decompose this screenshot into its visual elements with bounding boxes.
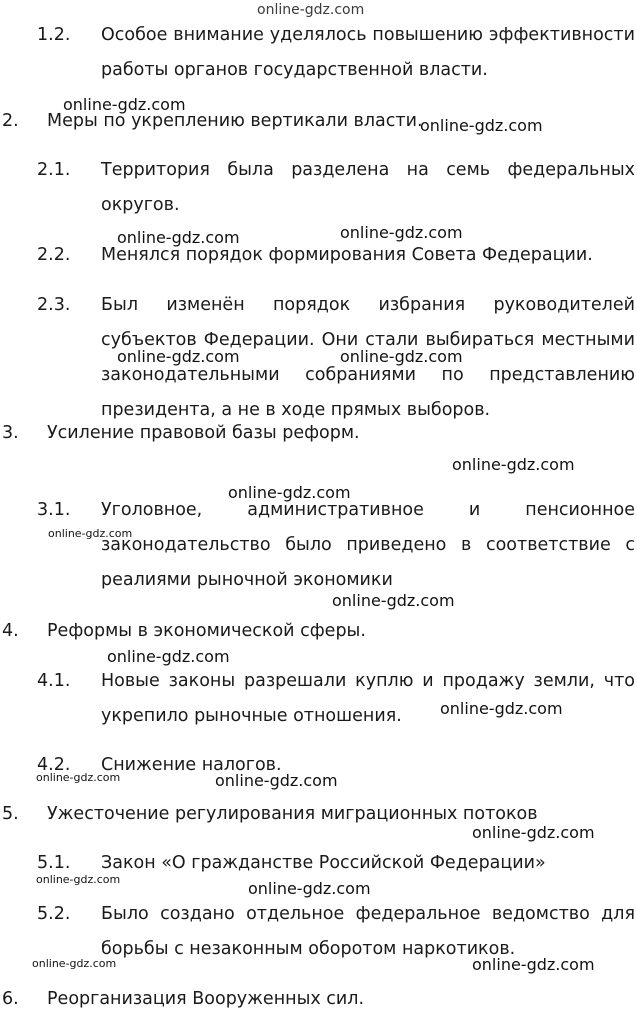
- watermark: online-gdz.com: [472, 955, 595, 974]
- item-text: Особое внимание уделялось повышению эффективности работы органов государственной власти.: [101, 25, 635, 80]
- watermark: online-gdz.com: [32, 957, 117, 970]
- watermark: online-gdz.com: [63, 95, 186, 114]
- item-text: Ужесточение регулирования миграционных потоков: [47, 804, 538, 824]
- item-text: Было создано отдельное федеральное ведомство для борьбы с незаконным оборотом наркотиков.: [101, 904, 635, 959]
- watermark: online-gdz.com: [440, 699, 563, 718]
- item-number: 2.: [2, 111, 19, 131]
- item-number: 2.3.: [37, 295, 71, 315]
- item-text: Меры по укреплению вертикали власти.: [47, 111, 423, 131]
- watermark: online-gdz.com: [48, 527, 133, 540]
- item-number: 2.2.: [37, 245, 71, 265]
- item-number: 3.: [2, 423, 19, 443]
- watermark: online-gdz.com: [107, 647, 230, 666]
- watermark: online-gdz.com: [228, 483, 351, 502]
- item-number: 5.2.: [37, 904, 71, 924]
- item-number: 1.2.: [37, 25, 71, 45]
- watermark: online-gdz.com: [420, 116, 543, 135]
- watermark: online-gdz.com: [332, 591, 455, 610]
- watermark: online-gdz.com: [452, 455, 575, 474]
- watermark: online-gdz.com: [117, 228, 240, 247]
- watermark: online-gdz.com: [215, 771, 338, 790]
- item-text: Уголовное, административное и пенсионное законодательство было приведено в соответствие с реалиями рыночной экономики: [101, 500, 635, 590]
- watermark: online-gdz.com: [340, 223, 463, 242]
- item-number: 2.1.: [37, 160, 71, 180]
- item-text: Реорганизация Вооруженных сил.: [47, 989, 365, 1009]
- watermark: online-gdz.com: [248, 879, 371, 898]
- watermark: online-gdz.com: [257, 2, 365, 18]
- item-number: 4.1.: [37, 671, 71, 691]
- watermark: online-gdz.com: [472, 823, 595, 842]
- item-text: Новые законы разрешали куплю и продажу земли, что укрепило рыночные отношения.: [101, 671, 635, 726]
- item-text: Усиление правовой базы реформ.: [47, 423, 360, 443]
- item-text: Территория была разделена на семь федеральных округов.: [101, 160, 635, 215]
- item-text: Снижение налогов.: [101, 755, 282, 775]
- item-text: Менялся порядок формирования Совета Федерации.: [101, 245, 593, 265]
- item-text: Закон «О гражданстве Российской Федерации»: [101, 853, 546, 873]
- watermark: online-gdz.com: [117, 347, 240, 366]
- item-number: 6.: [2, 989, 19, 1009]
- item-text: Был изменён порядок избрания руководителей субъектов Федерации. Они стали выбираться местными законодательными собраниями по представлению президента, а не в ходе прямых выборов.: [101, 295, 635, 420]
- item-number: 5.: [2, 804, 19, 824]
- item-number: 5.1.: [37, 853, 71, 873]
- watermark: online-gdz.com: [36, 771, 121, 784]
- watermark: online-gdz.com: [36, 873, 121, 886]
- item-number: 4.: [2, 621, 19, 641]
- item-number: 3.1.: [37, 500, 71, 520]
- item-text: Реформы в экономической сферы.: [47, 621, 366, 641]
- item-number: 4.2.: [37, 755, 71, 775]
- watermark: online-gdz.com: [340, 347, 463, 366]
